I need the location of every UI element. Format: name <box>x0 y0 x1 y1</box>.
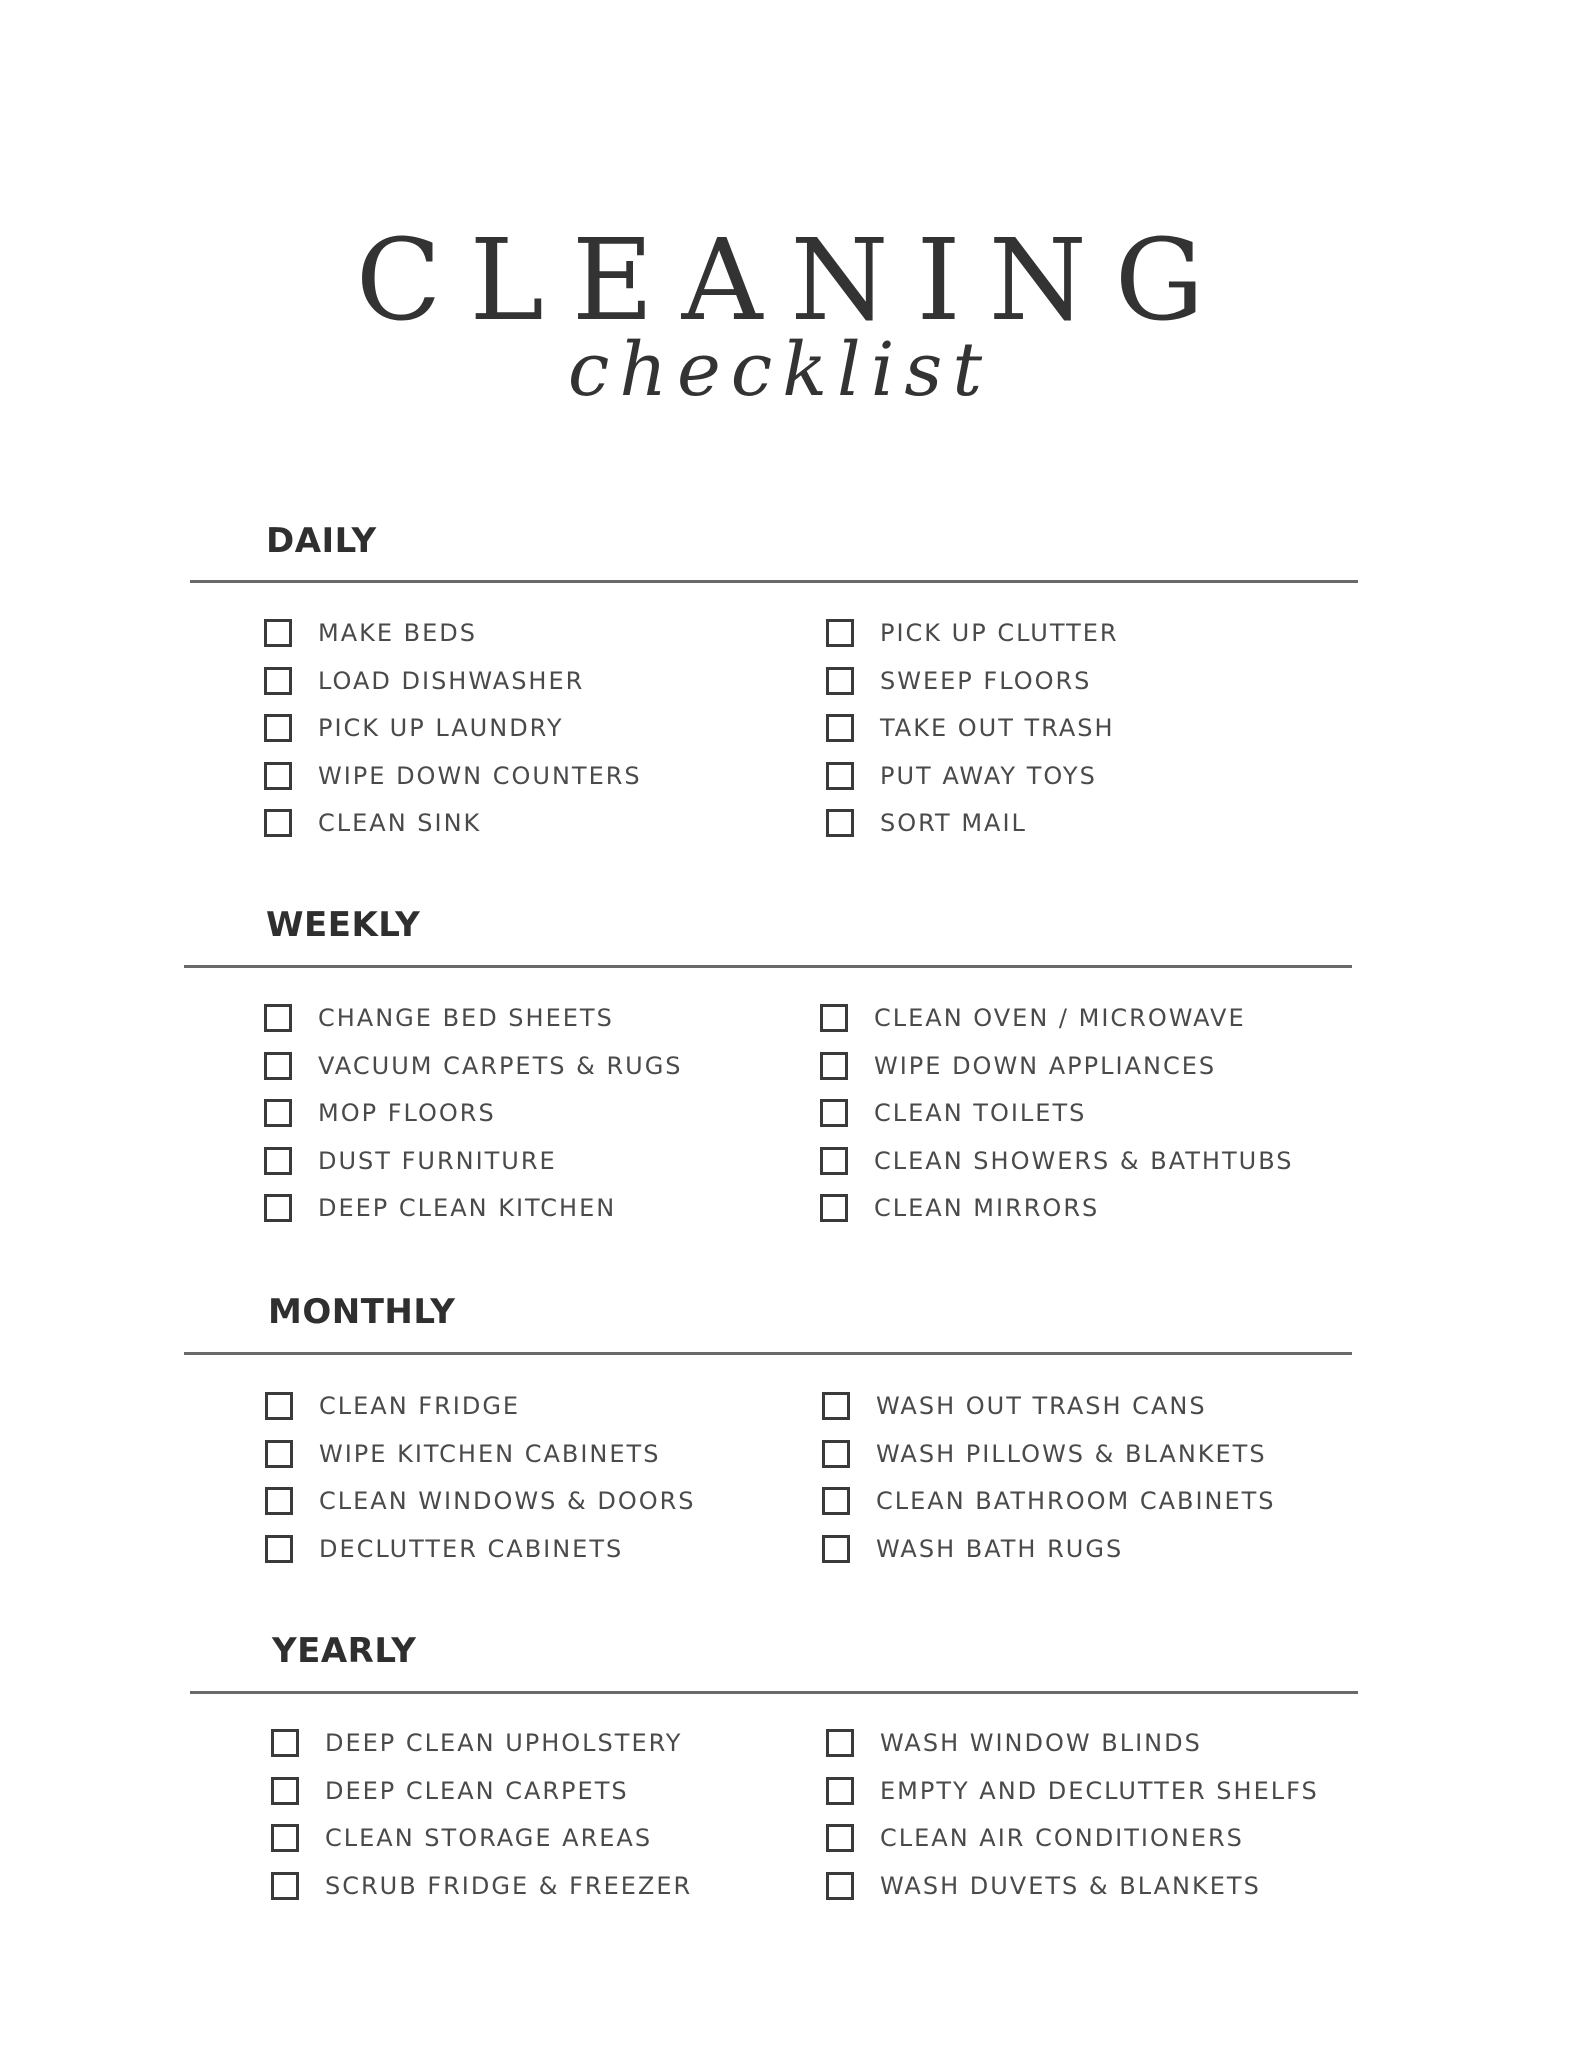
checklist-item[interactable] <box>264 664 584 698</box>
section-divider <box>190 1691 1358 1694</box>
checklist-item[interactable] <box>826 1774 1319 1808</box>
checklist-item-label: SORT MAIL <box>880 809 1027 837</box>
checklist-item[interactable] <box>271 1869 692 1903</box>
checkbox[interactable] <box>265 1487 293 1515</box>
checklist-item-label: DEEP CLEAN UPHOLSTERY <box>325 1729 683 1757</box>
checklist-item-label: SCRUB FRIDGE & FREEZER <box>325 1871 693 1900</box>
checklist-item[interactable] <box>264 1191 616 1225</box>
checklist-item[interactable] <box>271 1821 652 1855</box>
checklist-item-label: WASH PILLOWS & BLANKETS <box>876 1439 1267 1468</box>
checklist-item-label: DEEP CLEAN KITCHEN <box>318 1194 617 1222</box>
checklist-item[interactable] <box>271 1726 682 1760</box>
checkbox[interactable] <box>264 619 292 647</box>
checkbox[interactable] <box>264 1004 292 1032</box>
checklist-item[interactable] <box>822 1389 1207 1423</box>
section-title-weekly: WEEKLY <box>266 905 421 945</box>
checklist-item[interactable] <box>265 1437 660 1471</box>
checkbox[interactable] <box>826 1872 854 1900</box>
section-divider <box>184 1352 1352 1355</box>
checkbox[interactable] <box>264 667 292 695</box>
checklist-item-label: DECLUTTER CABINETS <box>319 1534 624 1563</box>
checkbox[interactable] <box>264 1147 292 1175</box>
checklist-item-label: CHANGE BED SHEETS <box>318 1004 614 1032</box>
checklist-item-label: SWEEP FLOORS <box>880 666 1092 695</box>
checklist-item[interactable] <box>264 711 563 745</box>
section-divider <box>190 580 1358 583</box>
checkbox[interactable] <box>264 1052 292 1080</box>
checklist-item-label: WIPE DOWN APPLIANCES <box>874 1051 1217 1080</box>
checklist-item[interactable] <box>826 806 1027 840</box>
checkbox[interactable] <box>826 714 854 742</box>
checklist-item-label: WIPE KITCHEN CABINETS <box>319 1439 661 1468</box>
checklist-item[interactable] <box>822 1437 1267 1471</box>
checklist-item[interactable] <box>826 1726 1202 1760</box>
checkbox[interactable] <box>271 1824 299 1852</box>
checkbox[interactable] <box>820 1099 848 1127</box>
checklist-item[interactable] <box>264 759 642 793</box>
checkbox[interactable] <box>822 1535 850 1563</box>
checkbox[interactable] <box>264 809 292 837</box>
checklist-item-label: CLEAN FRIDGE <box>319 1392 521 1420</box>
checklist-item-label: CLEAN SINK <box>318 809 482 837</box>
checklist-item[interactable] <box>826 711 1115 745</box>
checklist-item-label: WASH OUT TRASH CANS <box>876 1392 1207 1420</box>
section-title-monthly: MONTHLY <box>268 1292 456 1332</box>
checklist-item[interactable] <box>826 664 1091 698</box>
checklist-item-label: CLEAN AIR CONDITIONERS <box>880 1824 1244 1852</box>
checklist-item[interactable] <box>271 1774 629 1808</box>
checklist-item[interactable] <box>822 1484 1276 1518</box>
checklist-item-label: CLEAN OVEN / MICROWAVE <box>874 1004 1246 1032</box>
checklist-item[interactable] <box>265 1532 623 1566</box>
checklist-item[interactable] <box>820 1001 1246 1035</box>
checklist-item[interactable] <box>822 1532 1123 1566</box>
checklist-item-label: CLEAN STORAGE AREAS <box>325 1824 653 1852</box>
checklist-item-label: MOP FLOORS <box>318 1099 496 1127</box>
checkbox[interactable] <box>271 1872 299 1900</box>
checklist-item[interactable] <box>826 616 1119 650</box>
checkbox[interactable] <box>820 1004 848 1032</box>
checklist-item[interactable] <box>264 1144 557 1178</box>
checklist-item-label: CLEAN WINDOWS & DOORS <box>319 1487 696 1515</box>
checkbox[interactable] <box>826 1729 854 1757</box>
checkbox[interactable] <box>826 809 854 837</box>
checkbox[interactable] <box>271 1729 299 1757</box>
checkbox[interactable] <box>822 1440 850 1468</box>
checklist-item-label: CLEAN MIRRORS <box>874 1194 1100 1222</box>
page-title: CLEANING <box>355 216 1233 346</box>
checklist-item-label: CLEAN TOILETS <box>874 1099 1087 1127</box>
checklist-item[interactable] <box>265 1484 696 1518</box>
checklist-item[interactable] <box>265 1389 520 1423</box>
checklist-item[interactable] <box>264 806 481 840</box>
section-title-daily: DAILY <box>266 521 377 561</box>
page-subtitle: checklist <box>567 327 993 413</box>
checklist-item[interactable] <box>264 616 477 650</box>
checklist-item-label: DEEP CLEAN CARPETS <box>325 1776 629 1805</box>
checklist-item-label: WASH DUVETS & BLANKETS <box>880 1871 1261 1900</box>
checklist-item-label: MAKE BEDS <box>318 619 477 647</box>
checkbox[interactable] <box>265 1392 293 1420</box>
checklist-item-label: CLEAN SHOWERS & BATHTUBS <box>874 1146 1294 1175</box>
checklist-item-label: WIPE DOWN COUNTERS <box>318 761 642 790</box>
checklist-item[interactable] <box>820 1144 1293 1178</box>
checkbox[interactable] <box>826 1777 854 1805</box>
checklist-item-label: WASH WINDOW BLINDS <box>880 1729 1202 1757</box>
checklist-item[interactable] <box>820 1049 1216 1083</box>
checklist-item[interactable] <box>826 1869 1261 1903</box>
checkbox[interactable] <box>822 1487 850 1515</box>
checklist-item-label: PICK UP LAUNDRY <box>318 714 564 742</box>
checkbox[interactable] <box>264 1194 292 1222</box>
checkbox[interactable] <box>822 1392 850 1420</box>
checkbox[interactable] <box>826 762 854 790</box>
checkbox[interactable] <box>265 1440 293 1468</box>
checklist-item-label: PUT AWAY TOYS <box>880 761 1097 790</box>
checklist-item-label: LOAD DISHWASHER <box>318 666 585 695</box>
checklist-item[interactable] <box>264 1096 496 1130</box>
checkbox[interactable] <box>820 1052 848 1080</box>
checklist-item[interactable] <box>264 1049 683 1083</box>
checkbox[interactable] <box>264 1099 292 1127</box>
checklist-item[interactable] <box>820 1096 1086 1130</box>
checkbox[interactable] <box>826 667 854 695</box>
checklist-item[interactable] <box>264 1001 614 1035</box>
checkbox[interactable] <box>264 714 292 742</box>
checkbox[interactable] <box>820 1194 848 1222</box>
checklist-item-label: PICK UP CLUTTER <box>880 619 1119 647</box>
checkbox[interactable] <box>826 619 854 647</box>
checklist-item[interactable] <box>826 759 1097 793</box>
checklist-item-label: CLEAN BATHROOM CABINETS <box>876 1487 1276 1515</box>
section-title-yearly: YEARLY <box>272 1631 417 1671</box>
checkbox[interactable] <box>820 1147 848 1175</box>
checkbox[interactable] <box>271 1777 299 1805</box>
section-divider <box>184 965 1352 968</box>
checklist-item-label: WASH BATH RUGS <box>876 1534 1124 1563</box>
checklist-item[interactable] <box>820 1191 1099 1225</box>
checklist-item-label: VACUUM CARPETS & RUGS <box>318 1051 683 1080</box>
checklist-item[interactable] <box>826 1821 1244 1855</box>
checklist-item-label: TAKE OUT TRASH <box>880 714 1115 742</box>
checkbox[interactable] <box>265 1535 293 1563</box>
checkbox[interactable] <box>826 1824 854 1852</box>
checklist-item-label: EMPTY AND DECLUTTER SHELFS <box>880 1776 1319 1805</box>
checklist-item-label: DUST FURNITURE <box>318 1146 557 1175</box>
checkbox[interactable] <box>264 762 292 790</box>
